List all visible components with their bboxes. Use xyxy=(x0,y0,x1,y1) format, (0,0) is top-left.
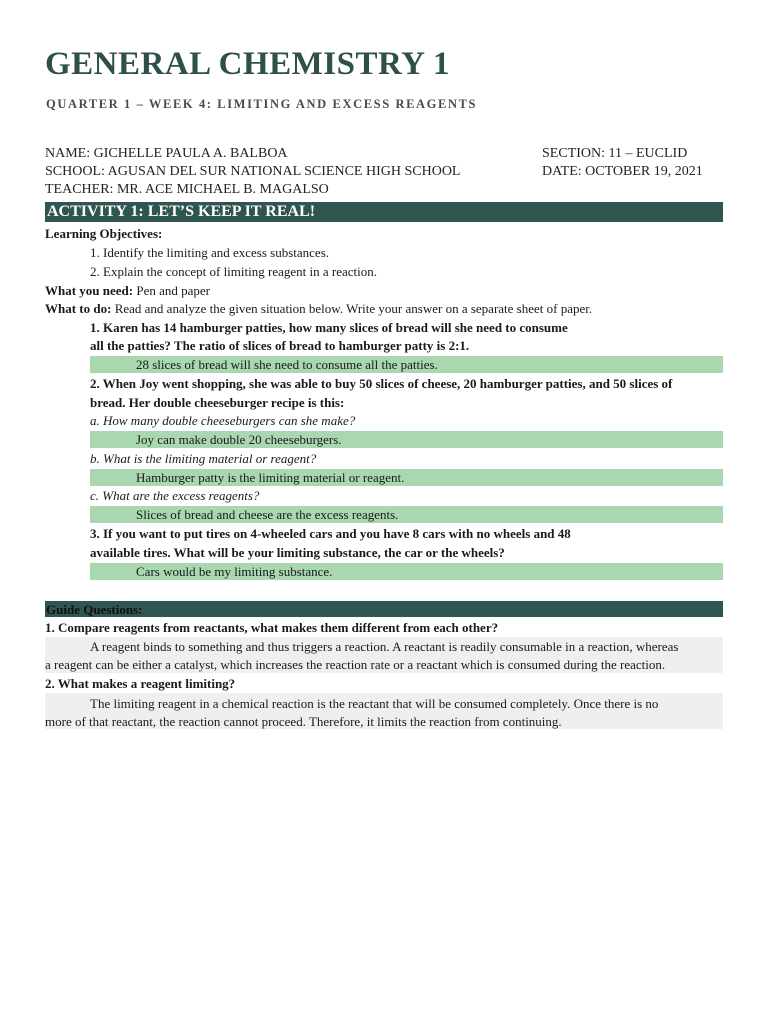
what-to-do xyxy=(45,301,592,317)
guide-answer-2-line-1: The limiting reagent in a chemical reaction is the reactant that will be consumed completely. Once there is no xyxy=(90,696,659,711)
teacher-name: TEACHER: MR. ACE MICHAEL B. MAGALSO xyxy=(45,182,329,197)
answer-2b: Hamburger patty is the limiting material or reagent. xyxy=(136,470,405,485)
question-2-line-2: bread. Her double cheeseburger recipe is this: xyxy=(90,395,345,410)
todo-label: What to do: xyxy=(45,301,112,316)
date-label: DATE: OCTOBER 19, 2021 xyxy=(542,164,703,179)
question-2c: c. What are the excess reagents? xyxy=(90,488,260,503)
objectives-label: Learning Objectives: xyxy=(45,226,163,241)
section-label: SECTION: 11 – EUCLID xyxy=(542,146,688,161)
guide-answer-2-line-2: more of that reactant, the reaction cannot proceed. Therefore, it limits the reaction from continuing. xyxy=(45,714,562,729)
school-name: SCHOOL: AGUSAN DEL SUR NATIONAL SCIENCE HIGH SCHOOL xyxy=(45,164,461,179)
guide-question-1: 1. Compare reagents from reactants, what makes them different from each other? xyxy=(45,620,499,635)
answer-3: Cars would be my limiting substance. xyxy=(136,564,333,579)
what-you-need xyxy=(45,283,210,299)
answer-1: 28 slices of bread will she need to consume all the patties. xyxy=(136,357,438,372)
need-value: Pen and paper xyxy=(136,283,211,298)
page-title: GENERAL CHEMISTRY 1 xyxy=(45,46,451,82)
question-1-line-2: all the patties? The ratio of slices of bread to hamburger patty is 2:1. xyxy=(90,338,470,353)
answer-2a: Joy can make double 20 cheeseburgers. xyxy=(136,432,342,447)
question-3-line-2: available tires. What will be your limiting substance, the car or the wheels? xyxy=(90,545,505,560)
student-name: NAME: GICHELLE PAULA A. BALBOA xyxy=(45,146,288,161)
activity-heading: ACTIVITY 1: LET’S KEEP IT REAL! xyxy=(47,203,316,220)
objective-item: 2. Explain the concept of limiting reagent in a reaction. xyxy=(90,264,377,279)
question-2-line-1: 2. When Joy went shopping, she was able to buy 50 slices of cheese, 20 hamburger patties, and 50 slices of xyxy=(90,376,673,391)
activity-heading-bar xyxy=(45,202,723,222)
guide-answer-1-line-1: A reagent binds to something and thus triggers a reaction. A reactant is readily consumable in a reaction, whereas xyxy=(90,639,679,654)
answer-2a-bar xyxy=(90,431,723,448)
guide-answer-1-line-2: a reagent can be either a catalyst, which increases the reaction rate or a reactant which is consumed during the reaction. xyxy=(45,657,666,672)
answer-2c: Slices of bread and cheese are the excess reagents. xyxy=(136,507,399,522)
question-2b: b. What is the limiting material or reagent? xyxy=(90,451,317,466)
answer-1-bar xyxy=(90,356,723,373)
page-subtitle: QUARTER 1 – WEEK 4: LIMITING AND EXCESS REAGENTS xyxy=(46,97,478,111)
answer-2c-bar xyxy=(90,506,723,523)
objective-item: 1. Identify the limiting and excess substances. xyxy=(90,245,330,260)
guide-question-2: 2. What makes a reagent limiting? xyxy=(45,676,236,691)
guide-heading-bar xyxy=(45,601,723,617)
question-3-line-1: 3. If you want to put tires on 4-wheeled cars and you have 8 cars with no wheels and 48 xyxy=(90,526,571,541)
todo-value: Read and analyze the given situation below. Write your answer on a separate sheet of paper. xyxy=(114,301,593,316)
answer-2b-bar xyxy=(90,469,723,486)
question-2a: a. How many double cheeseburgers can she make? xyxy=(90,413,356,428)
need-label: What you need: xyxy=(45,283,134,298)
answer-3-bar xyxy=(90,563,723,580)
question-1-line-1: 1. Karen has 14 hamburger patties, how many slices of bread will she need to consume xyxy=(90,320,568,335)
guide-heading: Guide Questions: xyxy=(46,602,143,617)
